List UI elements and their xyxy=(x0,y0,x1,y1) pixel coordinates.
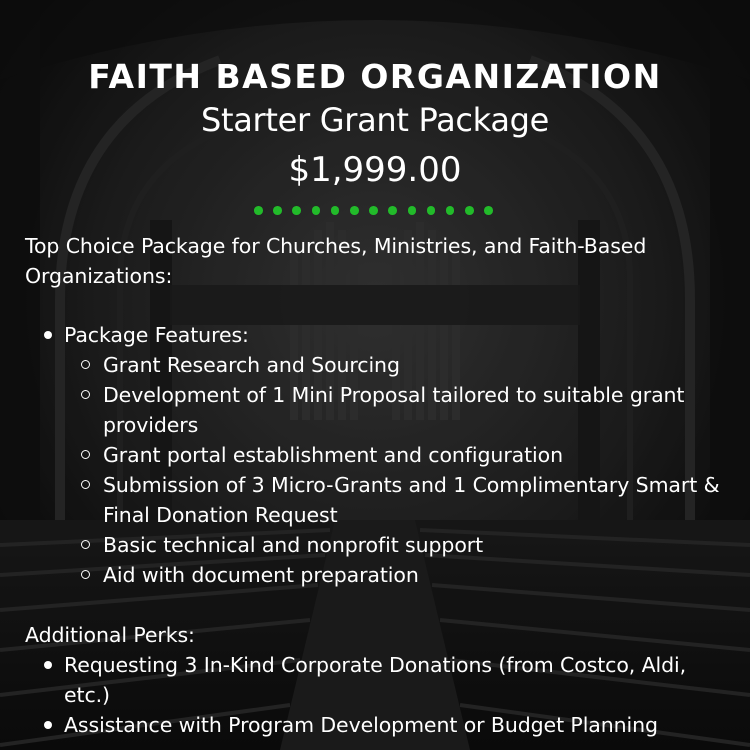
intro-text: Top Choice Package for Churches, Ministries, and Faith-Based Organizations: xyxy=(25,234,647,288)
features-heading-item xyxy=(25,320,725,590)
package-name: Starter Grant Package xyxy=(200,101,550,139)
perks-list xyxy=(25,650,725,740)
feature-item: Grant Research and Sourcing xyxy=(25,350,725,380)
feature-item: Development of 1 Mini Proposal tailored to suitable grant providers xyxy=(25,380,725,440)
divider-dot xyxy=(369,206,378,215)
divider-dot xyxy=(388,206,397,215)
perk-item: Requesting 3 In-Kind Corporate Donations (from Costco, Aldi, etc.) xyxy=(25,650,725,710)
divider-dot xyxy=(427,206,436,215)
feature-item: Aid with document preparation xyxy=(25,560,725,590)
divider-dot xyxy=(408,206,417,215)
feature-item: Basic technical and nonprofit support xyxy=(25,530,725,560)
divider-dot xyxy=(350,206,359,215)
divider-dot xyxy=(312,206,321,215)
divider-dot xyxy=(331,206,340,215)
divider-dot xyxy=(273,206,282,215)
perks-title: Additional Perks: xyxy=(25,623,195,647)
price: $1,999.00 xyxy=(288,150,462,190)
divider-dot xyxy=(254,206,263,215)
features-title: Package Features: xyxy=(64,323,249,347)
headline: FAITH BASED ORGANIZATION xyxy=(88,57,662,96)
divider-dot xyxy=(484,206,493,215)
features-list xyxy=(64,350,725,590)
divider-dot xyxy=(446,206,455,215)
divider-dot xyxy=(465,206,474,215)
features-section xyxy=(25,320,725,590)
divider-dot xyxy=(292,206,301,215)
feature-item: Grant portal establishment and configuration xyxy=(25,440,725,470)
perk-item: Assistance with Program Development or Budget Planning xyxy=(25,710,725,740)
feature-item: Submission of 3 Micro-Grants and 1 Complimentary Smart & Final Donation Request xyxy=(25,470,725,530)
dotted-divider xyxy=(254,206,493,218)
